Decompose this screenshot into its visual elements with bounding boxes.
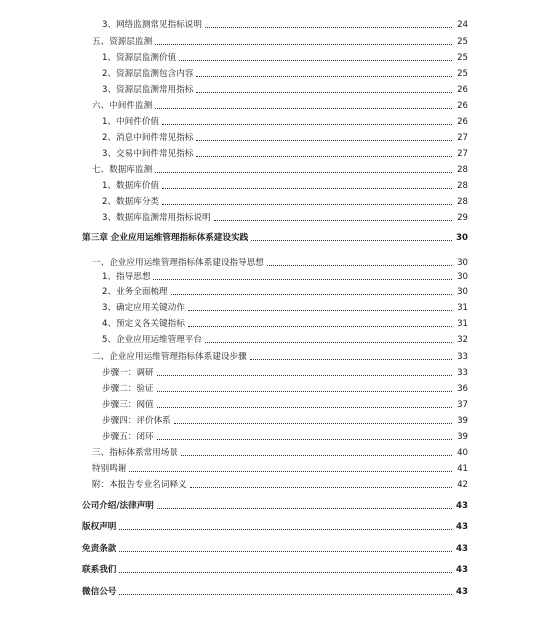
toc-page-number: 26 [457, 101, 468, 111]
toc-page-number: 27 [457, 149, 468, 159]
toc-entry [102, 382, 468, 396]
toc-label: 特别鸣谢 [92, 464, 127, 474]
dot-leader [157, 374, 452, 376]
toc-label: 2、业务全面梳理 [102, 287, 168, 297]
toc-entry [102, 270, 468, 284]
toc-row[interactable] [0, 398, 551, 412]
toc-page-number: 43 [456, 544, 468, 554]
toc-page-number: 33 [457, 352, 468, 362]
dot-leader [119, 593, 452, 595]
toc-label: 三、指标体系常用场景 [92, 448, 178, 458]
toc-page-number: 39 [457, 432, 468, 442]
toc-entry [82, 563, 468, 577]
dot-leader [171, 293, 452, 295]
toc-entry [102, 83, 468, 97]
toc-page-number: 24 [457, 20, 468, 30]
toc-entry [102, 179, 468, 193]
toc-label: 免责条款 [82, 544, 117, 554]
dot-leader [188, 325, 452, 327]
dot-leader [119, 550, 452, 552]
toc-label: 3、交易中间件常见指标 [102, 149, 194, 159]
toc-label: 一、企业应用运维管理指标体系建设指导思想 [92, 258, 264, 268]
dot-leader [119, 571, 452, 573]
dot-leader [119, 528, 452, 530]
dot-leader [196, 91, 452, 93]
toc-page-number: 39 [457, 416, 468, 426]
dot-leader [190, 486, 452, 488]
toc-row[interactable] [0, 115, 551, 129]
toc-row[interactable] [0, 270, 551, 284]
toc-entry [102, 366, 468, 380]
toc-entry [102, 317, 468, 331]
toc-row[interactable] [0, 366, 551, 380]
toc-label: 3、确定应用关键动作 [102, 303, 185, 313]
dot-leader [162, 187, 452, 189]
dot-leader [155, 171, 452, 173]
toc-page-number: 31 [457, 303, 468, 313]
dot-leader [157, 406, 452, 408]
toc-row[interactable] [0, 446, 551, 460]
toc-entry [102, 285, 468, 299]
dot-leader [162, 123, 452, 125]
dot-leader [129, 470, 452, 472]
toc-page-number: 27 [457, 133, 468, 143]
toc-row[interactable] [0, 231, 551, 245]
toc-row[interactable] [0, 131, 551, 145]
toc-row[interactable] [0, 51, 551, 65]
toc-row[interactable] [0, 317, 551, 331]
dot-leader [205, 26, 452, 28]
toc-entry [92, 256, 468, 270]
toc-page-number: 36 [457, 384, 468, 394]
toc-page-number: 33 [457, 368, 468, 378]
toc-label: 3、网络监测常见指标说明 [102, 20, 202, 30]
toc-label: 2、数据库分类 [102, 197, 160, 207]
toc-row[interactable] [0, 83, 551, 97]
toc-label: 3、资源层监测常用指标 [102, 85, 194, 95]
toc-row[interactable] [0, 18, 551, 32]
toc-label: 2、资源层监测包含内容 [102, 69, 194, 79]
toc-page-number: 25 [457, 37, 468, 47]
toc-page-number: 30 [457, 272, 468, 282]
dot-leader [188, 309, 452, 311]
dot-leader [250, 358, 452, 360]
toc-label: 附：本报告专业名词释义 [92, 480, 187, 490]
toc-entry [102, 301, 468, 315]
toc-label: 联系我们 [82, 565, 117, 575]
toc-page-number: 41 [457, 464, 468, 474]
dot-leader [157, 438, 452, 440]
toc-label: 七、数据库监测 [92, 165, 153, 175]
toc-page-number: 26 [457, 85, 468, 95]
toc-label: 二、企业应用运维管理指标体系建设步骤 [92, 352, 247, 362]
toc-entry [102, 211, 468, 225]
toc-row[interactable] [0, 256, 551, 270]
toc-entry [82, 585, 468, 599]
toc-entry [102, 115, 468, 129]
toc-entry [102, 333, 468, 347]
toc-page-number: 28 [457, 165, 468, 175]
toc-page-number: 30 [457, 258, 468, 268]
dot-leader [162, 203, 452, 205]
toc-entry [92, 163, 468, 177]
toc-row[interactable] [0, 563, 551, 577]
dot-leader [157, 390, 452, 392]
toc-page-number: 31 [457, 319, 468, 329]
dot-leader [214, 219, 452, 221]
toc-entry [102, 414, 468, 428]
toc-entry [102, 131, 468, 145]
toc-label: 1、中间件价值 [102, 117, 160, 127]
dot-leader [153, 278, 452, 280]
toc-page-number: 43 [456, 565, 468, 575]
toc-page-number: 25 [457, 53, 468, 63]
toc-entry [102, 51, 468, 65]
toc-entry [92, 462, 468, 476]
toc-entry [102, 147, 468, 161]
toc-entry [82, 520, 468, 534]
toc-row[interactable] [0, 350, 551, 364]
toc-entry [102, 195, 468, 209]
toc-label: 1、资源层监测价值 [102, 53, 177, 63]
dot-leader [181, 454, 452, 456]
toc-row[interactable] [0, 478, 551, 492]
toc-label: 六、中间件监测 [92, 101, 153, 111]
dot-leader [205, 341, 452, 343]
toc-label: 1、数据库价值 [102, 181, 160, 191]
toc-label: 步骤二：验证 [102, 384, 154, 394]
toc-label: 微信公号 [82, 587, 117, 597]
toc-row[interactable] [0, 430, 551, 444]
dot-leader [174, 422, 452, 424]
toc-page-number: 29 [457, 213, 468, 223]
toc-entry [102, 430, 468, 444]
dot-leader [251, 239, 452, 241]
toc-page-number: 40 [457, 448, 468, 458]
dot-leader [157, 507, 452, 509]
toc-entry [102, 18, 468, 32]
toc-page-number: 26 [457, 117, 468, 127]
toc-page-number: 43 [456, 522, 468, 532]
toc-row[interactable] [0, 99, 551, 113]
toc-row[interactable] [0, 195, 551, 209]
toc-label: 步骤四：评价体系 [102, 416, 171, 426]
toc-entry [92, 99, 468, 113]
toc-label: 公司介绍/法律声明 [82, 501, 154, 511]
toc-entry [82, 231, 468, 245]
toc-row[interactable] [0, 147, 551, 161]
toc-label: 五、资源层监测 [92, 37, 153, 47]
toc-page-number: 43 [456, 587, 468, 597]
toc-row[interactable] [0, 499, 551, 513]
toc-page-number: 30 [457, 287, 468, 297]
toc-page-number: 25 [457, 69, 468, 79]
toc-entry [92, 350, 468, 364]
toc-row[interactable] [0, 211, 551, 225]
toc-row[interactable] [0, 67, 551, 81]
toc-row[interactable] [0, 35, 551, 49]
toc-label: 3、数据库监测常用指标说明 [102, 213, 211, 223]
toc-entry [102, 67, 468, 81]
toc-page-number: 43 [456, 501, 468, 511]
toc-row[interactable] [0, 542, 551, 556]
toc-page-number: 37 [457, 400, 468, 410]
toc-page-number: 28 [457, 197, 468, 207]
dot-leader [196, 139, 452, 141]
toc-entry [82, 499, 468, 513]
toc-label: 步骤三：阀值 [102, 400, 154, 410]
toc-label: 步骤一：调研 [102, 368, 154, 378]
toc-label: 4、预定义各关键指标 [102, 319, 185, 329]
toc-entry [102, 398, 468, 412]
dot-leader [267, 264, 452, 266]
toc-row[interactable] [0, 520, 551, 534]
toc-row[interactable] [0, 382, 551, 396]
toc-label: 第三章 企业应用运维管理指标体系建设实践 [82, 233, 249, 243]
toc-row[interactable] [0, 462, 551, 476]
toc-entry [82, 542, 468, 556]
toc-label: 步骤五：闭环 [102, 432, 154, 442]
toc-page-number: 42 [457, 480, 468, 490]
toc-page-number: 28 [457, 181, 468, 191]
dot-leader [179, 59, 452, 61]
toc-row[interactable] [0, 179, 551, 193]
toc-row[interactable] [0, 163, 551, 177]
toc-row[interactable] [0, 285, 551, 299]
toc-page-number: 32 [457, 335, 468, 345]
toc-label: 1、指导思想 [102, 272, 151, 282]
dot-leader [196, 155, 452, 157]
toc-label: 2、消息中间件常见指标 [102, 133, 194, 143]
dot-leader [155, 107, 452, 109]
dot-leader [196, 75, 452, 77]
dot-leader [155, 43, 452, 45]
toc-row[interactable] [0, 585, 551, 599]
toc-entry [92, 478, 468, 492]
toc-row[interactable] [0, 301, 551, 315]
toc-label: 版权声明 [82, 522, 117, 532]
toc-row[interactable] [0, 333, 551, 347]
toc-entry [92, 446, 468, 460]
toc-entry [92, 35, 468, 49]
toc-row[interactable] [0, 414, 551, 428]
toc-page-number: 30 [456, 233, 468, 243]
toc-label: 5、企业应用运维管理平台 [102, 335, 202, 345]
